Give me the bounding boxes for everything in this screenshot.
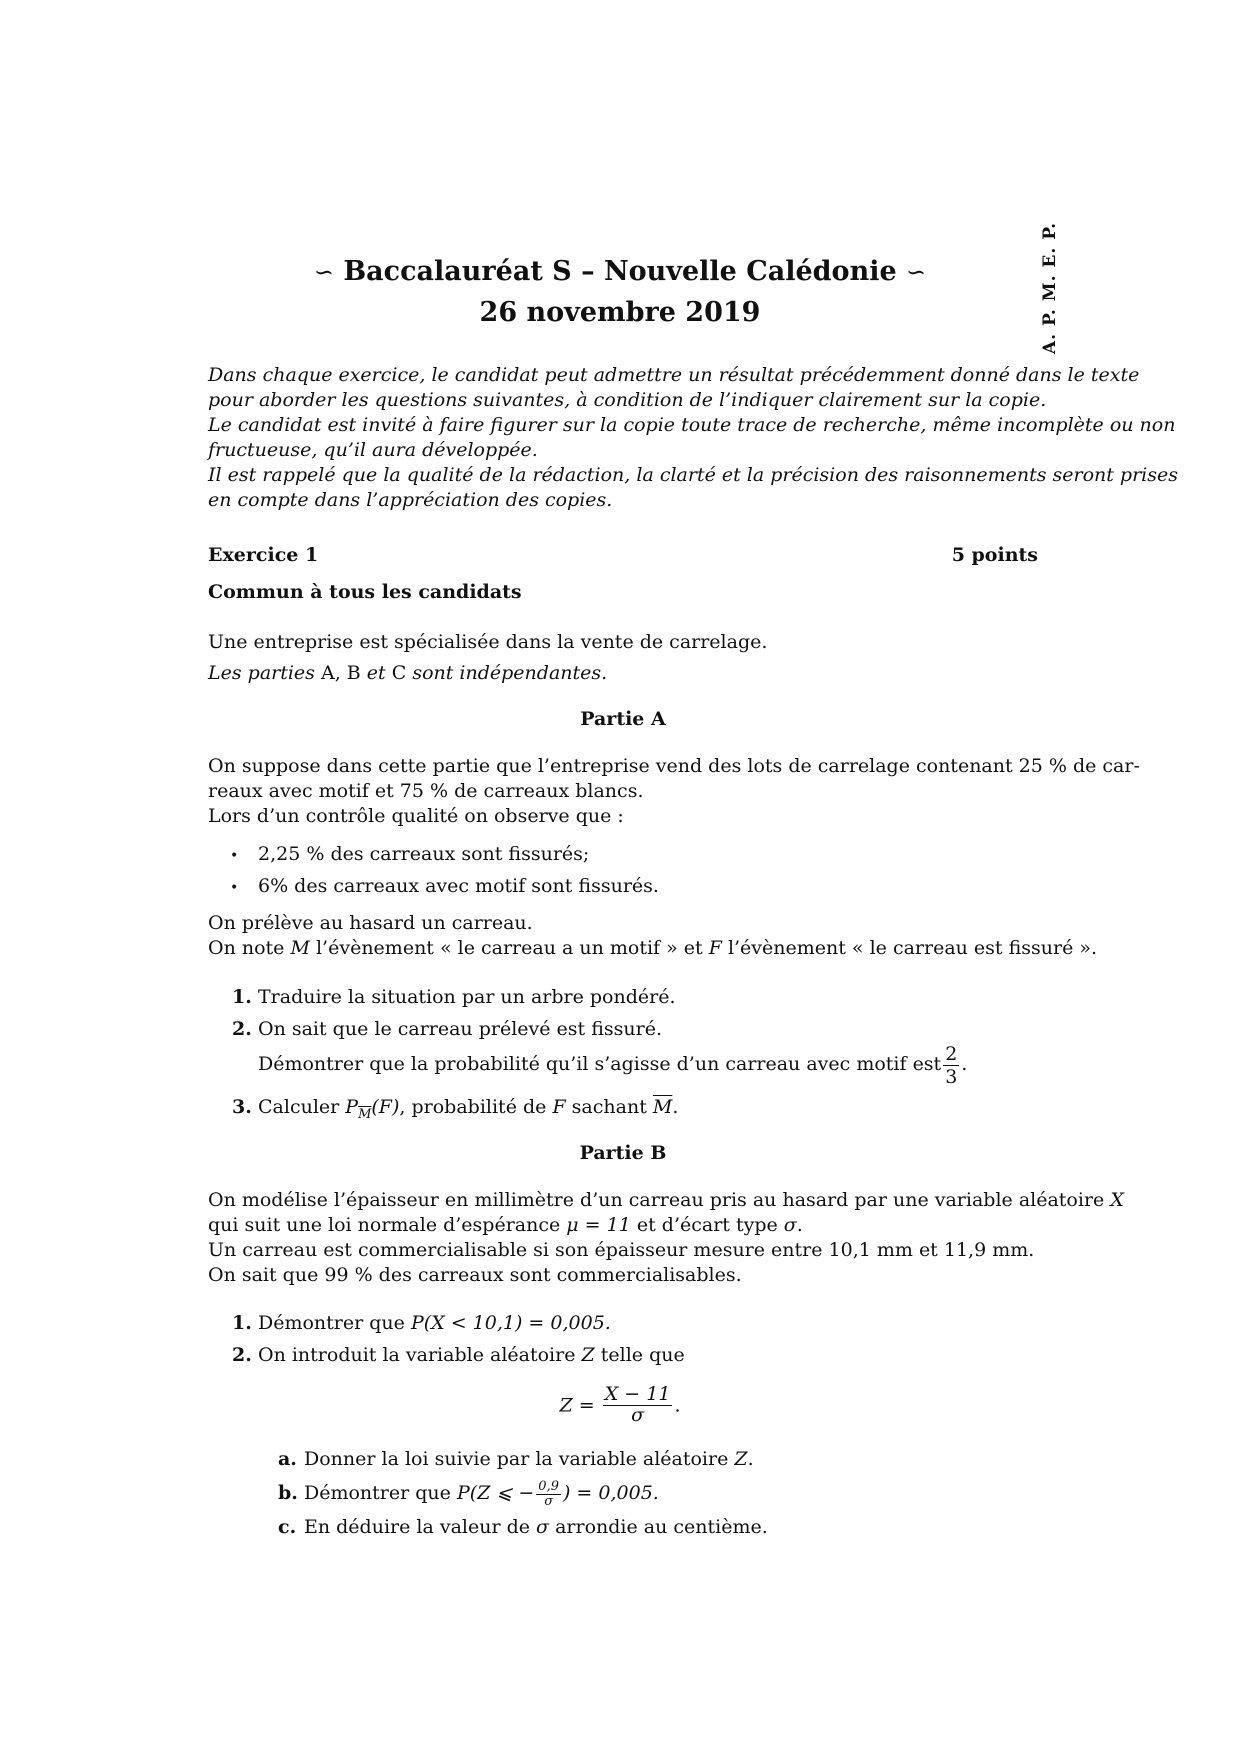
exercise-subtitle: Commun à tous les candidats bbox=[208, 581, 522, 603]
intro-line-5: Il est rappelé que la qualité de la rédaction, la clarté et la précision des raisonnements seront prises bbox=[208, 464, 1178, 486]
part-a-line-3: Lors d’un contrôle qualité on observe que : bbox=[208, 805, 624, 827]
statement: Une entreprise est spécialisée dans la vente de carrelage. bbox=[208, 631, 768, 653]
intro-line-4: fructueuse, qu’il aura développée. bbox=[208, 439, 538, 461]
intro-line-1: Dans chaque exercice, le candidat peut admettre un résultat précédemment donné dans le texte bbox=[208, 364, 1140, 386]
exercise-points: 5 points bbox=[951, 544, 1038, 566]
question-2-detail: Démontrer que la probabilité qu’il s’agisse d’un carreau avec motif est $\frac{2}{3}$ . bbox=[258, 1042, 968, 1088]
intro-line-2: pour aborder les questions suivantes, à condition de l’indiquer clairement sur la copie. bbox=[208, 389, 1047, 411]
question-b1: 1. Démontrer que P(X < 10,1) = 0,005. bbox=[232, 1312, 611, 1334]
intro-line-6: en compte dans l’appréciation des copies. bbox=[208, 489, 613, 511]
bullet-icon: • bbox=[230, 880, 239, 896]
question-3: 3. Calculer $P_{\overline{M}}(F)$, probabilité de F sachant $\overline{M}$. bbox=[232, 1096, 679, 1122]
part-b-line-2: qui suit une loi normale d’espérance μ = 11 et d’écart type σ. bbox=[208, 1214, 803, 1236]
question-b2a: a. Donner la loi suivie par la variable aléatoire Z. bbox=[278, 1448, 754, 1470]
question-b2: 2. On introduit la variable aléatoire Z telle que bbox=[232, 1344, 685, 1366]
exam-date: 26 novembre 2019 bbox=[479, 297, 761, 328]
part-a-line-5: On note M l’évènement « le carreau a un motif » et F l’évènement « le carreau est fissuré ». bbox=[208, 937, 1098, 959]
part-a-heading: Partie A bbox=[580, 708, 666, 730]
side-label: A. P. M. E. P. bbox=[1040, 221, 1060, 355]
ornament-left-icon: ∽ bbox=[313, 258, 334, 286]
part-b-heading: Partie B bbox=[579, 1142, 667, 1164]
question-b2b: b. Démontrer que P(Z ⩽ − $\frac{0,9}{\sigma}$ ) = 0,005. bbox=[278, 1478, 659, 1509]
part-a-line-2: reaux avec motif et 75 % de carreaux blancs. bbox=[208, 780, 644, 802]
part-a-line-1: On suppose dans cette partie que l’entreprise vend des lots de carrelage contenant 25 % de car- bbox=[208, 755, 1140, 777]
part-b-line-3: Un carreau est commercialisable si son épaisseur mesure entre 10,1 mm et 11,9 mm. bbox=[208, 1239, 1035, 1261]
parts-note: Les parties A, B et C sont indépendantes. bbox=[208, 662, 608, 684]
question-2: 2. On sait que le carreau prélevé est fissuré. bbox=[232, 1018, 662, 1040]
question-b2c: c. En déduire la valeur de σ arrondie au centième. bbox=[278, 1516, 768, 1538]
ornament-right-icon: ∽ bbox=[906, 258, 927, 286]
title-line-1: Baccalauréat S – Nouvelle Calédonie bbox=[343, 256, 897, 287]
exercise-title: Exercice 1 bbox=[208, 544, 319, 566]
part-a-line-4: On prélève au hasard un carreau. bbox=[208, 912, 533, 934]
list-item: • 6% des carreaux avec motif sont fissurés. bbox=[230, 874, 1060, 901]
part-b-line-4: On sait que 99 % des carreaux sont commercialisables. bbox=[208, 1264, 742, 1286]
question-1: 1. Traduire la situation par un arbre pondéré. bbox=[232, 986, 676, 1008]
part-b-line-1: On modélise l’épaisseur en millimètre d’un carreau pris au hasard par une variable aléatoire X bbox=[208, 1189, 1124, 1211]
intro-line-3: Le candidat est invité à faire figurer sur la copie toute trace de recherche, même incomplète ou non bbox=[208, 414, 1176, 436]
list-item: • 2,25 % des carreaux sont fissurés; bbox=[230, 842, 1060, 869]
formula: Z = $\frac{X - 11}{\sigma}$ . bbox=[559, 1383, 681, 1426]
bullet-icon: • bbox=[230, 848, 239, 864]
